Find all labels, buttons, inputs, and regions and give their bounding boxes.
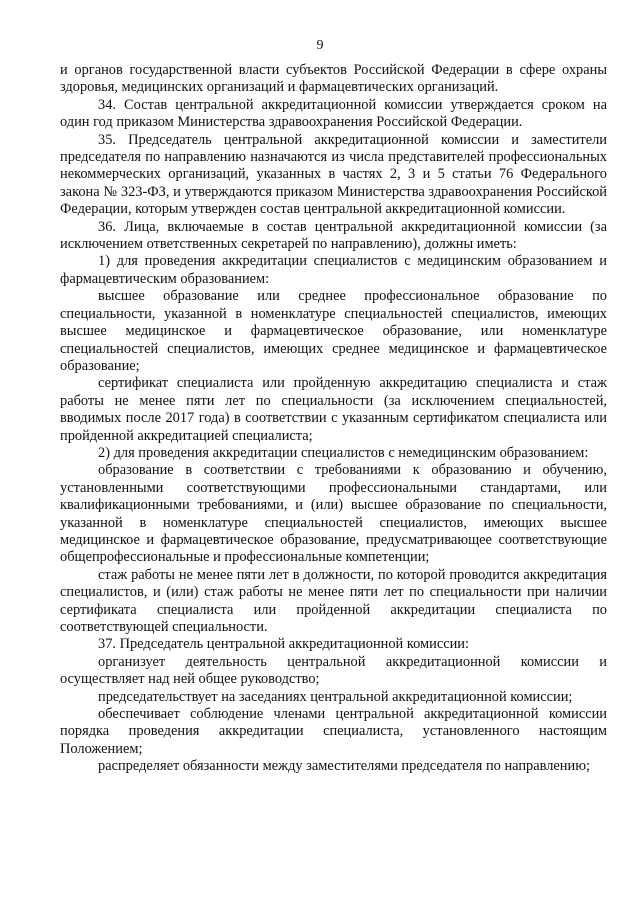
- paragraph-continuation: и органов государственной власти субъектов Российской Федерации в сфере охраны здоровья, медицинских организаций и фармацевтических организаций.: [60, 62, 607, 96]
- paragraph-37-ensures: обеспечивает соблюдение членами центральной аккредитационной комиссии порядка проведения аккредитации специалиста, установленного настоящим Положением;: [60, 706, 607, 757]
- paragraph-35: 35. Председатель центральной аккредитационной комиссии и заместители председателя по направлению назначаются из числа представителей профессиональных некоммерческих организаций, указанных в частях 2, 3 и 5 статьи 76 Федерального закона № 323-ФЗ, и утверждаются приказом Министерства здравоохранения Российской Федерации, которым утвержден состав центральной аккредитационной комиссии.: [60, 131, 607, 218]
- paragraph-37-distributes: распределяет обязанности между заместителями председателя по направлению;: [98, 758, 590, 775]
- paragraph-37-organizes: организует деятельность центральной аккредитационной комиссии и осуществляет над ней общее руководство;: [60, 653, 607, 688]
- paragraph-37-chairs: председательствует на заседаниях центральной аккредитационной комиссии;: [98, 688, 573, 705]
- paragraph-36-item-1: 1) для проведения аккредитации специалистов с медицинским образованием и фармацевтическим образованием:: [60, 253, 607, 287]
- document-body: [60, 62, 607, 776]
- paragraph-36-item-1-education: высшее образование или среднее профессиональное образование по специальности, указанной в номенклатуре специальностей специалистов, имеющих высшее медицинское и фармацевтическое образование, или номенклатуре специальностей специалистов, имеющих среднее медицинское и фармацевтическое образование;: [60, 288, 607, 374]
- paragraph-36: 36. Лица, включаемые в состав центральной аккредитационной комиссии (за исключением ответственных секретарей по направлению), должны иметь:: [60, 218, 607, 253]
- paragraph-36-item-1-certificate: сертификат специалиста или пройденную аккредитацию специалиста и стаж работы не менее пяти лет по специальности (за исключением специальностей, вводимых после 2017 года) в соответствии с указанным сертификатом специалиста или пройденной аккредитацией специалиста;: [60, 375, 607, 444]
- page-number: 9: [316, 38, 324, 53]
- paragraph-34: 34. Состав центральной аккредитационной комиссии утверждается сроком на один год приказом Министерства здравоохранения Российской Федерации.: [60, 96, 607, 131]
- paragraph-36-item-2-experience: стаж работы не менее пяти лет в должности, по которой проводится аккредитация специалистов, и (или) стаж работы не менее пяти лет по специальности при наличии сертификата специалиста или пройденной аккредитации специалиста по соответствующей специальности.: [60, 566, 607, 635]
- paragraph-36-item-2-education: образование в соответствии с требованиями к образованию и обучению, установленными соответствующими профессиональными стандартами, или квалификационными требованиями, и (или) высшее образование по специальности, указанной в номенклатуре специальностей специалистов, имеющих высшее медицинское и фармацевтическое образование, предусматривающее соответствующие общепрофессиональные и профессиональные компетенции;: [60, 462, 607, 566]
- paragraph-36-item-2: 2) для проведения аккредитации специалистов с немедицинским образованием:: [98, 444, 589, 461]
- paragraph-37: 37. Председатель центральной аккредитационной комиссии:: [98, 636, 470, 653]
